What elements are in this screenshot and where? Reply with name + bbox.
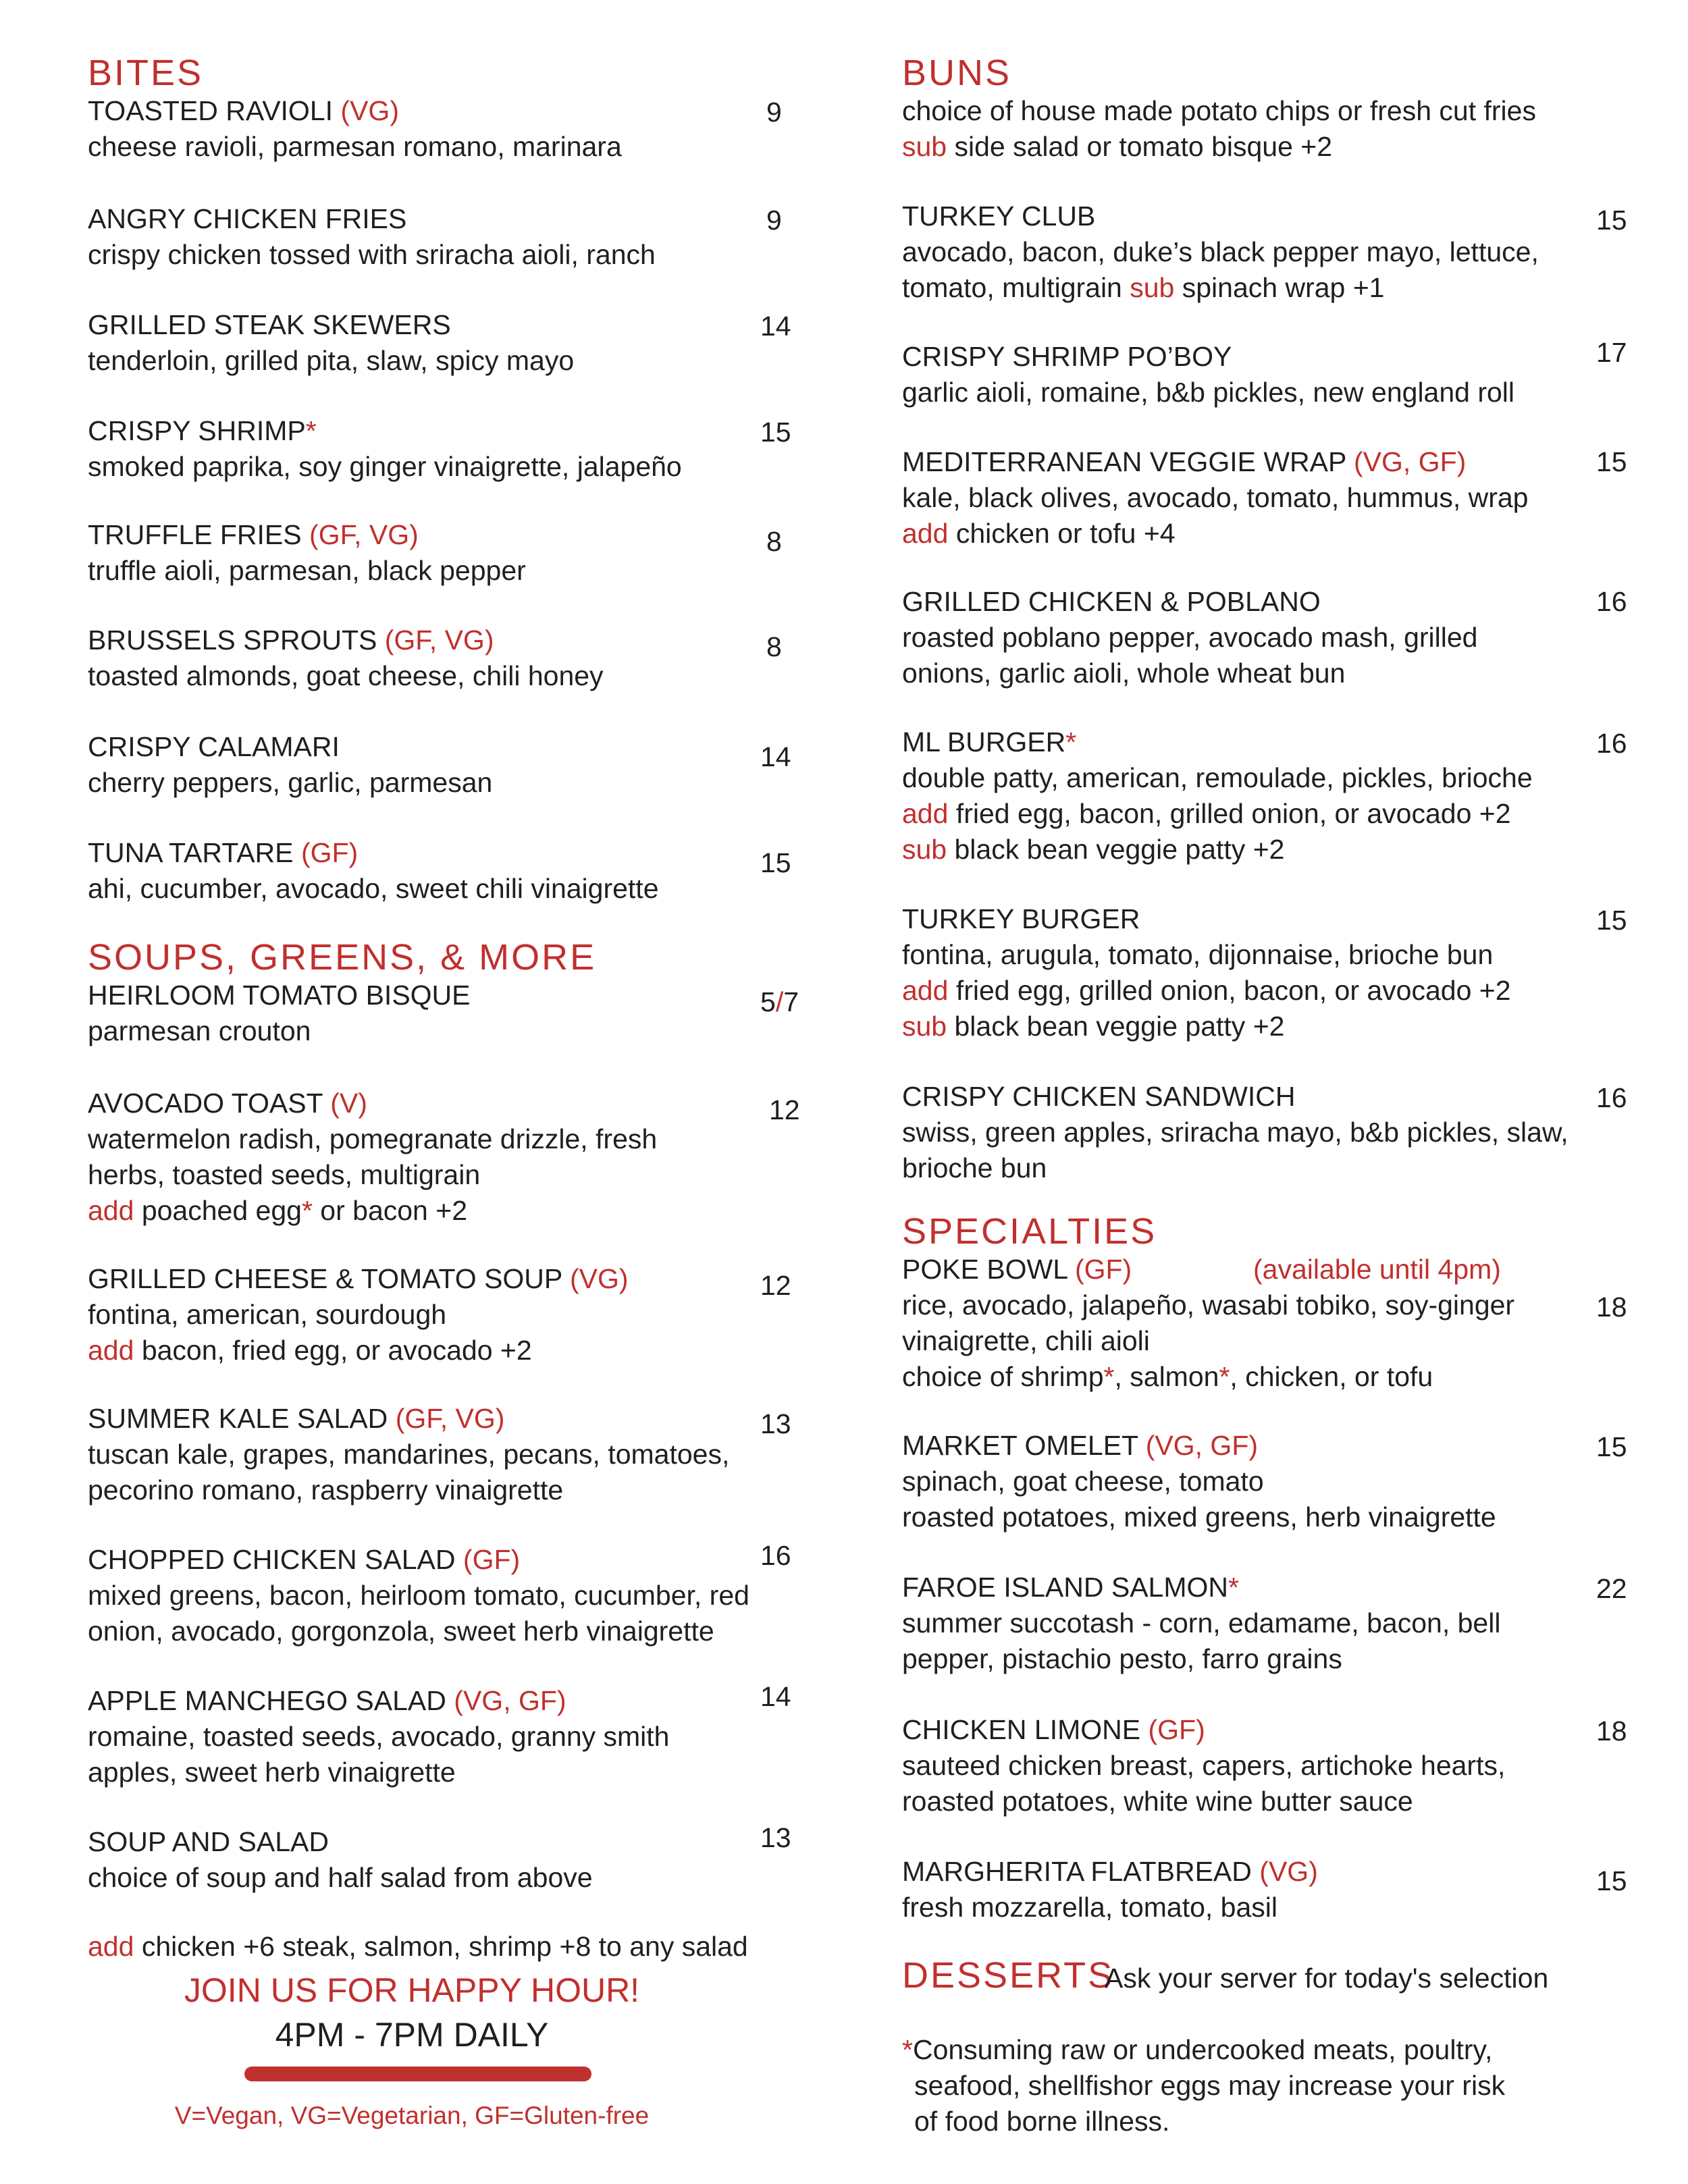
diet-tag: (GF, VG) — [384, 624, 494, 656]
item-name: ANGRY CHICKEN FRIES — [88, 203, 407, 234]
item-addon: add poached egg* or bacon +2 — [88, 1195, 467, 1226]
menu-item — [902, 198, 1638, 306]
menu-item — [902, 584, 1638, 691]
item-name: CRISPY CALAMARI — [88, 731, 340, 762]
item-name: GRILLED CHICKEN & POBLANO — [902, 586, 1321, 617]
item-description: cherry peppers, garlic, parmesan — [88, 767, 493, 798]
menu-item — [902, 339, 1638, 410]
item-description: tomato, multigrain sub spinach wrap +1 — [902, 272, 1385, 303]
item-description: pepper, pistachio pesto, farro grains — [902, 1643, 1342, 1674]
menu-item — [902, 444, 1638, 552]
item-description: smoked paprika, soy ginger vinaigrette, jalapeño — [88, 451, 682, 482]
desserts-title: DESSERTS — [902, 1955, 1115, 1996]
item-name: GRILLED CHEESE & TOMATO SOUP — [88, 1263, 562, 1294]
item-addon: add chicken or tofu +4 — [902, 518, 1176, 549]
menu-item — [88, 1824, 817, 1896]
menu-item — [902, 1079, 1638, 1186]
availability-note: (available until 4pm) — [1253, 1254, 1501, 1285]
item-price: 17 — [1596, 337, 1627, 368]
item-description: vinaigrette, chili aioli — [902, 1325, 1150, 1356]
item-description: ahi, cucumber, avocado, sweet chili vinaigrette — [88, 873, 659, 904]
item-price: 15 — [1596, 905, 1627, 936]
item-description: herbs, toasted seeds, multigrain — [88, 1159, 481, 1190]
item-price: 16 — [1596, 586, 1627, 617]
happy-hour-time: 4PM - 7PM DAILY — [275, 2016, 549, 2054]
happy-hour-divider — [244, 2067, 591, 2081]
item-description: watermelon radish, pomegranate drizzle, fresh — [88, 1123, 658, 1154]
item-description: roasted potatoes, mixed greens, herb vinaigrette — [902, 1501, 1496, 1533]
diet-tag: (GF) — [300, 837, 359, 868]
item-name: TUNA TARTARE — [88, 837, 294, 868]
item-price: 15 — [1596, 446, 1627, 477]
diet-tag: (VG, GF) — [454, 1685, 566, 1716]
item-price: 9 — [766, 97, 782, 128]
diet-tag: (V) — [330, 1088, 367, 1119]
item-price: 12 — [760, 1270, 791, 1301]
item-name: TOASTED RAVIOLI — [88, 95, 334, 126]
item-name: GRILLED STEAK SKEWERS — [88, 309, 451, 340]
item-name: HEIRLOOM TOMATO BISQUE — [88, 980, 471, 1011]
item-name: TURKEY CLUB — [902, 201, 1096, 232]
menu-item — [88, 835, 817, 907]
menu-item — [88, 1683, 817, 1790]
item-addon: add fried egg, grilled onion, bacon, or avocado +2 — [902, 975, 1511, 1006]
menu-item — [902, 1570, 1638, 1677]
menu-item — [88, 93, 817, 165]
item-price: 15 — [760, 417, 791, 448]
item-price: 9 — [766, 205, 782, 236]
item-price: 15 — [760, 847, 791, 878]
item-description: onions, garlic aioli, whole wheat bun — [902, 658, 1346, 689]
item-description: spinach, goat cheese, tomato — [902, 1466, 1264, 1497]
item-price: 16 — [1596, 728, 1627, 759]
item-price: 14 — [760, 1681, 791, 1712]
diet-tag: (GF) — [463, 1544, 521, 1575]
item-price: 13 — [760, 1408, 791, 1439]
item-price: 16 — [760, 1540, 791, 1571]
disclaimer-line: of food borne illness. — [914, 2106, 1170, 2137]
item-name: AVOCADO TOAST — [88, 1088, 323, 1119]
item-description: cheese ravioli, parmesan romano, marinara — [88, 131, 622, 162]
menu-item — [902, 1854, 1638, 1925]
happy-hour-title: JOIN US FOR HAPPY HOUR! — [184, 1971, 640, 2009]
item-name: FAROE ISLAND SALMON — [902, 1572, 1229, 1603]
buns-title: BUNS — [902, 53, 1012, 93]
menu-item — [902, 1252, 1638, 1395]
menu-item — [902, 1712, 1638, 1819]
menu-item — [88, 978, 817, 1049]
soups-title: SOUPS, GREENS, & MORE — [88, 937, 597, 978]
item-description: avocado, bacon, duke’s black pepper mayo, lettuce, — [902, 236, 1539, 267]
item-description: truffle aioli, parmesan, black pepper — [88, 555, 526, 586]
item-description: tenderloin, grilled pita, slaw, spicy mayo — [88, 345, 575, 376]
item-description: rice, avocado, jalapeño, wasabi tobiko, soy-ginger — [902, 1289, 1515, 1321]
item-name: SOUP AND SALAD — [88, 1826, 329, 1857]
item-description: apples, sweet herb vinaigrette — [88, 1757, 456, 1788]
item-description: double patty, american, remoulade, pickles, brioche — [902, 762, 1533, 793]
item-description: garlic aioli, romaine, b&b pickles, new england roll — [902, 377, 1515, 408]
menu-item — [902, 901, 1638, 1044]
item-price: 22 — [1596, 1573, 1627, 1604]
item-name: MARKET OMELET — [902, 1430, 1138, 1461]
item-description: crispy chicken tossed with sriracha aioli, ranch — [88, 239, 656, 270]
menu-item — [902, 724, 1638, 868]
menu-item — [88, 1086, 817, 1229]
item-name: MEDITERRANEAN VEGGIE WRAP — [902, 446, 1346, 477]
menu-item — [88, 1401, 817, 1508]
diet-tag: (VG) — [1259, 1856, 1318, 1887]
item-description: romaine, toasted seeds, avocado, granny smith — [88, 1721, 670, 1752]
diet-tag: (GF, VG) — [309, 519, 419, 550]
item-price: 5/7 — [760, 986, 799, 1017]
diet-tag: (VG) — [340, 95, 399, 126]
asterisk: * — [1065, 726, 1077, 757]
diet-legend: V=Vegan, VG=Vegetarian, GF=Gluten-free — [174, 2102, 650, 2129]
diet-tag: (GF) — [1148, 1714, 1205, 1745]
item-description: pecorino romano, raspberry vinaigrette — [88, 1474, 564, 1506]
menu-item — [902, 1428, 1638, 1535]
item-description: swiss, green apples, sriracha mayo, b&b pickles, slaw, — [902, 1117, 1568, 1148]
item-description: tuscan kale, grapes, mandarines, pecans, tomatoes, — [88, 1439, 730, 1470]
disclaimer-line: *Consuming raw or undercooked meats, poultry, — [902, 2034, 1493, 2065]
asterisk: * — [1228, 1572, 1239, 1603]
item-price: 16 — [1596, 1082, 1627, 1113]
item-price: 14 — [760, 311, 791, 342]
item-description: choice of soup and half salad from above — [88, 1862, 593, 1893]
diet-tag: (GF) — [1074, 1254, 1132, 1285]
buns-intro: choice of house made potato chips or fresh cut fries — [902, 95, 1536, 126]
item-name: BRUSSELS SPROUTS — [88, 624, 377, 656]
menu-item — [88, 1542, 817, 1649]
menu-item — [88, 622, 817, 694]
item-description: fresh mozzarella, tomato, basil — [902, 1892, 1278, 1923]
diet-tag: (VG) — [569, 1263, 629, 1294]
item-name: TRUFFLE FRIES — [88, 519, 302, 550]
item-price: 14 — [760, 741, 791, 772]
salad-addon-note: add chicken +6 steak, salmon, shrimp +8 to any salad — [88, 1931, 748, 1962]
menu-item — [88, 413, 817, 485]
menu-item — [88, 307, 817, 379]
item-description: fontina, american, sourdough — [88, 1299, 447, 1330]
item-price: 15 — [1596, 205, 1627, 236]
item-name: CRISPY CHICKEN SANDWICH — [902, 1081, 1296, 1112]
item-choice: choice of shrimp*, salmon*, chicken, or tofu — [902, 1361, 1433, 1392]
item-addon: add fried egg, bacon, grilled onion, or avocado +2 — [902, 798, 1511, 829]
item-description: toasted almonds, goat cheese, chili honey — [88, 660, 604, 691]
menu-item — [88, 729, 817, 801]
diet-tag: (GF, VG) — [395, 1403, 505, 1434]
menu-item — [88, 1261, 817, 1368]
item-addon: add bacon, fried egg, or avocado +2 — [88, 1335, 532, 1366]
disclaimer-line: seafood, shellfishor eggs may increase your risk — [914, 2070, 1506, 2101]
desserts-note: Ask your server for today's selection — [1105, 1963, 1549, 1994]
menu-item — [88, 201, 817, 273]
item-price: 15 — [1596, 1431, 1627, 1462]
item-description: roasted potatoes, white wine butter sauce — [902, 1786, 1413, 1817]
item-description: summer succotash - corn, edamame, bacon, bell — [902, 1607, 1501, 1639]
item-description: sauteed chicken breast, capers, artichoke hearts, — [902, 1750, 1506, 1781]
asterisk: * — [305, 415, 317, 446]
item-name: SUMMER KALE SALAD — [88, 1403, 388, 1434]
item-name: CRISPY SHRIMP — [88, 415, 306, 446]
item-description: onion, avocado, gorgonzola, sweet herb vinaigrette — [88, 1616, 714, 1647]
bites-title: BITES — [88, 53, 204, 93]
item-description: kale, black olives, avocado, tomato, hummus, wrap — [902, 482, 1529, 513]
menu-item — [88, 517, 817, 589]
item-description: parmesan crouton — [88, 1015, 311, 1046]
item-name: APPLE MANCHEGO SALAD — [88, 1685, 446, 1716]
item-name: CRISPY SHRIMP PO’BOY — [902, 341, 1232, 372]
item-description: roasted poblano pepper, avocado mash, grilled — [902, 622, 1478, 653]
item-name: ML BURGER — [902, 726, 1066, 757]
diet-tag: (VG, GF) — [1145, 1430, 1259, 1461]
item-name: POKE BOWL — [902, 1254, 1067, 1285]
specialties-title: SPECIALTIES — [902, 1211, 1157, 1252]
item-addon: sub black bean veggie patty +2 — [902, 834, 1285, 865]
item-price: 8 — [766, 526, 782, 557]
item-description: mixed greens, bacon, heirloom tomato, cucumber, red — [88, 1580, 749, 1611]
item-addon: sub black bean veggie patty +2 — [902, 1011, 1285, 1042]
item-name: TURKEY BURGER — [902, 903, 1140, 934]
item-price: 18 — [1596, 1291, 1627, 1323]
item-name: CHOPPED CHICKEN SALAD — [88, 1544, 456, 1575]
item-description: brioche bun — [902, 1152, 1047, 1183]
item-description: fontina, arugula, tomato, dijonnaise, brioche bun — [902, 939, 1494, 970]
item-price: 13 — [760, 1822, 791, 1853]
item-price: 8 — [766, 631, 782, 662]
item-price: 18 — [1596, 1715, 1627, 1747]
item-name: MARGHERITA FLATBREAD — [902, 1856, 1252, 1887]
diet-tag: (VG, GF) — [1354, 446, 1467, 477]
item-price: 15 — [1596, 1865, 1627, 1896]
item-price: 12 — [769, 1094, 800, 1125]
item-name: CHICKEN LIMONE — [902, 1714, 1141, 1745]
buns-sub-note: sub side salad or tomato bisque +2 — [902, 131, 1333, 162]
